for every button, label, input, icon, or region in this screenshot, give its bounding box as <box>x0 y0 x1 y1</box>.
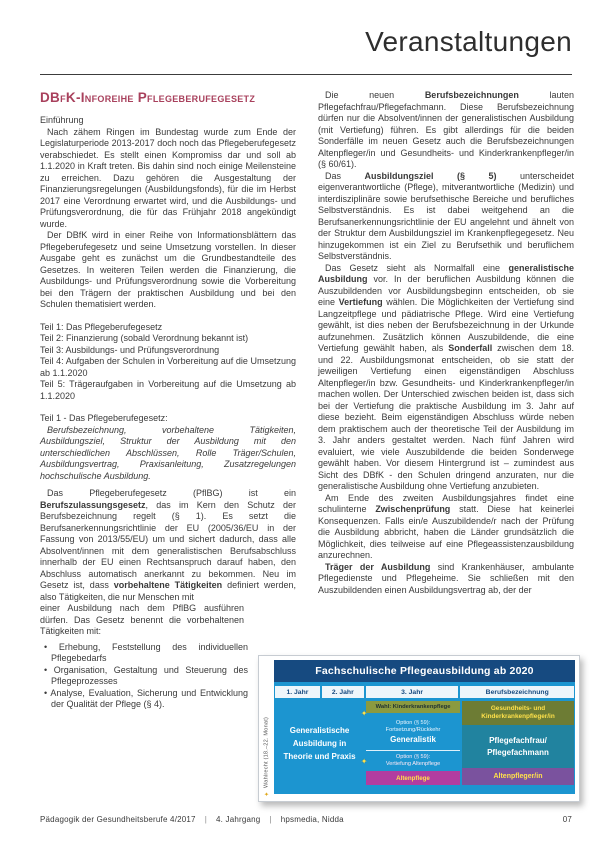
footer-publisher: hpsmedia, Nidda <box>280 815 344 824</box>
cell-option-kinderkrankenpflege: Wahl: Kinderkrankenpflege <box>366 701 460 713</box>
series-part-item: Teil 5: Trägeraufgaben in Vorbereitung auf die Umsetzung ab 1.1.2020 <box>40 379 296 401</box>
series-parts-list <box>40 322 296 403</box>
series-part-item: Teil 3: Ausbildungs- und Prüfungsverordnung <box>40 344 220 355</box>
column-header-year1: 1. Jahr <box>275 686 320 698</box>
footer-separator: | <box>269 815 272 824</box>
footer-volume: 4. Jahrgang <box>216 815 261 824</box>
section-heading-einfuehrung: Einführung <box>40 115 84 125</box>
figure-pflegeausbildung-2020 <box>258 655 580 802</box>
legend-text: Wahlrecht (18.–22. Monat) <box>263 716 270 788</box>
figure-grid <box>274 701 575 785</box>
list-item: • Analyse, Evaluation, Sicherung und Entwicklung der Qualität der Pflege (§ 4). <box>44 688 248 711</box>
cell-job-pflegefachfrau: Pflegefachfrau/ Pflegefachmann <box>462 725 574 768</box>
header-rule <box>40 74 572 75</box>
list-item: • Organisation, Gestaltung und Steuerung des Pflegeprozesses <box>44 665 248 688</box>
footer-journal: Pädagogik der Gesundheitsberufe 4/2017 <box>40 815 196 824</box>
paragraph-berufsbezeichnungen: Die neuen Berufsbezeichnungen lauten Pflegefachfrau/Pflegefachmann. Diese Berufsbezeichnung dürfen nur die Absolvent/innen der generalistischen Ausbildung (mit Vertiefung) führen. Es gibt allerdings für die beiden Sonderfälle im neuen Gesetz auch die Berufsbezeichnungen Altenpfleger/in und Gesundheits- und Kinderkrankenpfleger/in (§ 60/61). <box>318 90 574 169</box>
paragraph-ausbildungsziel: Das Ausbildungsziel (§ 5) unterscheidet eigenverantwortliche (Pflege), mitverantwortliche (Medizin) und interdisziplinäre sowie berufsethische Bereiche und berufliches Selbstverständnis. Es ist dabei weitgehend an die Berufsanerkennungsrichtlinie der EU angelehnt und ähnelt von der Struktur dem Ausbildungsziel im Krankenpflegegesetz. Neu hinzugekommen ist ein Ziel zu Berufsethik und beruflichem Selbstverständnis. <box>318 170 575 261</box>
column-header-year2: 2. Jahr <box>322 686 364 698</box>
paragraph-pflbg: Das Pflegeberufegesetz (PflBG) ist ein Berufszulassungsgesetz, das im Kern den Schutz der Berufsbezeichnung regelt (§ 1). Es setzt die Berufsanerkennungsrichtlinie der EU (2005/36/EU in der Fassung von 2013/55/EU) um und sichert dadurch, dass alle Absolvent/innen mit dem generalistischen Berufsabschluss innerhalb der EU einen Rechtsanspruch darauf haben, den Abschluss automatisch anerkannt zu bekommen. Neu im Gesetz ist, dass vorbehaltene Tätigkeiten definiert werden, also Tätigkeiten, die nur Menschen mit <box>40 488 297 602</box>
cell-option-altenpflege: Option (§ 59): Vertiefung Altenpflege <box>366 750 460 771</box>
paragraph-generalistik: Das Gesetz sieht als Normalfall eine generalistische Ausbildung vor. In der beruflichen Ausbildung können die Auszubildenden vor Ausbildungsbeginn entscheiden, ob sie eine Vertiefung wählen. Die Möglichkeiten der Vertiefung sind Langzeitpflege und pädiatrische Pflege. Wird eine Vertiefung gewählt, ist dies neben der Berufsbezeichnung in der Urkunde aufzunehmen. Zusätzlich können Auszubildende, die eine Vertiefung gewählt haben, als Sonderfall zwischen dem 18. und 22. Ausbildungsmonat entscheiden, ob sie statt der jeweiligen Vertiefung einen eigenständigen Abschluss Altenpfleger/in bzw. Gesundheits- und Kinderkrankenpfleger/in machen wollen. Der Unterschied zwischen beiden ist, dass sich bei der Vertiefung die praktische Ausbildung im 3. Jahr auf diese bezieht. Beim eigenständigen Abschluss würde neben dem praktischem auch der theoretische Teil der Ausbildung im 3. Jahr anders gestaltet werden. Nach fünf Jahren wird evaluiert, wie viele Auszubildende die beiden Sonderwege gewählt haben. Vor diesem Hintergrund ist – zumindest aus Sicht des DBfK - den Schulen dringend anzuraten, nur die generalistische Ausbildung ohne Vertiefung anzubieten. <box>318 262 574 491</box>
page-footer <box>40 815 572 824</box>
footer-page-number: 07 <box>562 815 572 824</box>
spacer <box>40 402 296 413</box>
page-title: Veranstaltungen <box>365 26 572 57</box>
list-item: • Erhebung, Feststellung des individuellen Pflegebedarfs <box>44 642 248 665</box>
column-berufsbezeichnung <box>462 701 574 785</box>
masthead <box>40 26 572 58</box>
paragraph-intro-2: Der DBfK wird in einer Reihe von Informationsblättern das Pflegeberufegesetz und seine Umsetzung vorstellen. In dieser Ausgabe geht es zunächst um die Grundbestandteile des Gesetzes. In weiteren Teilen werden die Finanzierung, die Ausbildungs- und Prüfungsverordnung sowie die Vorbereitung bei den Trägern der praktischen Ausbildung und bei den Schulen thematisiert werden. <box>40 230 296 309</box>
cell-altenpflege-bar: Altenpflege <box>366 771 460 785</box>
cell-generalistische-ausbildung: Generalistische Ausbildung in Theorie und Praxis <box>275 701 364 785</box>
figure-body <box>274 660 575 794</box>
figure-legend-vertical <box>260 660 273 797</box>
footer-separator: | <box>204 815 207 824</box>
cell-generalistik: Option (§ 59): Fortsetzung/Rückkehr Generalistik <box>366 713 460 751</box>
diamond-icon: ✦ <box>264 789 270 797</box>
article-title: DBfK-Inforeihe Pflegeberufegesetz <box>40 90 256 105</box>
paragraph-zwischenpruefung: Am Ende des zweiten Ausbildungsjahres findet eine schulinterne Zwischenprüfung statt. Diese hat keinerlei Konsequenzen. Falls ein/e Auszubildende/r nach der Prüfung die Ausbildung abbricht, haben die Länder grundsätzlich die Möglichkeit, dies teilweise auf eine Pflegeassistenzausbildung anzurechnen. <box>318 492 574 560</box>
cell-job-kinderkrankenpfleger: Gesundheits- und Kinderkrankenpfleger/in <box>462 701 574 725</box>
reserved-tasks-list <box>40 642 248 711</box>
figure-column-headers <box>274 686 575 698</box>
column-year3 <box>366 701 460 785</box>
part1-topics: Berufsbezeichnung, vorbehaltene Tätigkeiten, Ausbildungsziel, Struktur der Ausbildung mit den unterschiedlichen Abschlüssen, Rolle Träger/Schulen, Ausbildungsvertrag, Praxisanleitung, Zusatzregelungen hochschulische Ausbildung. <box>40 424 296 481</box>
paragraph-pflbg-continued: einer Ausbildung nach dem PflBG ausführen dürfen. Das Gesetz benennt die vorbehaltenen Tätigkeiten mit: <box>40 603 244 636</box>
cell-job-altenpfleger: Altenpfleger/in <box>462 768 574 785</box>
column-header-year3: 3. Jahr <box>366 686 459 698</box>
figure-title: Fachschulische Pflegeausbildung ab 2020 <box>274 660 575 682</box>
paragraph-traeger: Träger der Ausbildung sind Krankenhäuser, ambulante Pflegedienste und Pflegeheime. Sie schließen mit den Auszubildenden einen Ausbildungsvertrag ab, der der <box>318 561 574 595</box>
right-column <box>318 90 574 596</box>
series-part-item: Teil 1: Das Pflegeberufegesetz <box>40 321 163 332</box>
paragraph-intro-1: Nach zähem Ringen im Bundestag wurde zum Ende der Legislaturperiode 2013-2017 doch noch das Pflegeberufegesetz verabschiedet. Es stellt einen Kompromiss dar und soll ab 1.1.2020 in Kraft treten. Bis dahin sind noch einige Meilensteine zu erreichen. Dazu gehören die Ausgestaltung der Finanzierungsregelungen (Ausbildungsfonds), für die im Herbst 2017 eine Verordnung erwartet wird, und die Ausbildungs- und Prüfungsverordnung, die für das Frühjahr 2018 angekündigt wurde. <box>40 126 296 229</box>
spacer <box>40 311 296 322</box>
series-part-item: Teil 4: Aufgaben der Schulen in Vorbereitung auf die Umsetzung ab 1.1.2020 <box>40 356 296 378</box>
part1-heading: Teil 1 - Das Pflegeberufegesetz: <box>40 413 168 423</box>
column-header-berufsbezeichnung: Berufsbezeichnung <box>460 686 574 698</box>
choice-diamond-icon: ✦ <box>360 709 368 718</box>
left-column <box>40 90 296 711</box>
series-part-item: Teil 2: Finanzierung (sobald Verordnung bekannt ist) <box>40 333 249 343</box>
choice-diamond-icon: ✦ <box>360 757 368 766</box>
